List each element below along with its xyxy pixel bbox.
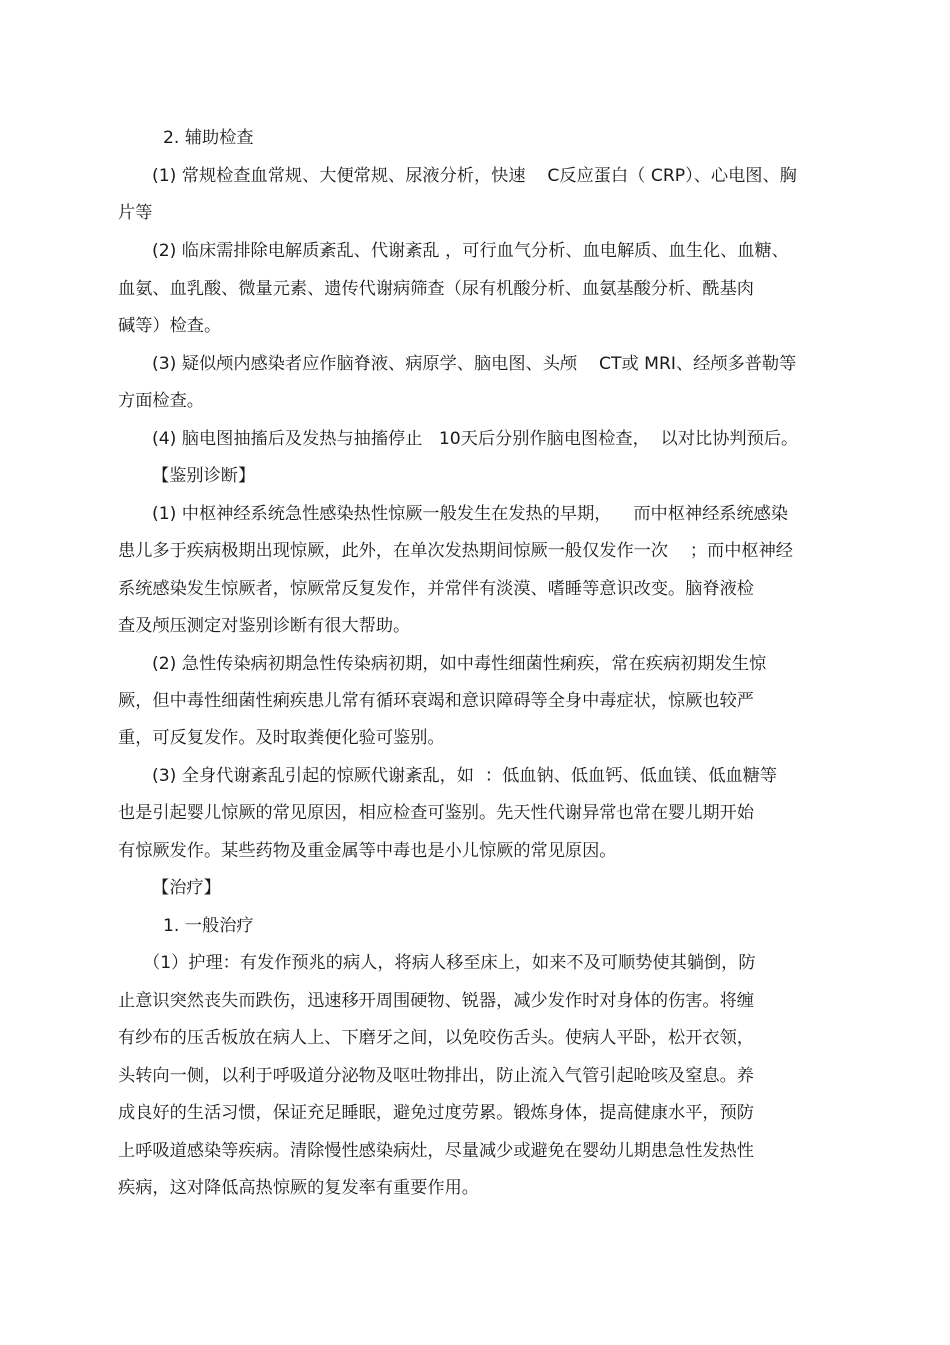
- paragraph-line: 也是引起婴儿惊厥的常见原因，相应检查可鉴别。先天性代谢异常也常在婴儿期开始: [118, 803, 754, 823]
- paragraph-line: 止意识突然丧失而跌伤，迅速移开周围硬物、锐器，减少发作时对身体的伤害。将缠: [118, 991, 754, 1011]
- section-heading-differential-diagnosis: 【鉴别诊断】: [152, 466, 256, 486]
- paragraph-line: (2) 急性传染病初期急性传染病初期，如中毒性细菌性痢疾，常在疾病初期发生惊: [152, 654, 767, 674]
- paragraph-line: (1) 常规检查血常规、大便常规、尿液分析，快速 C反应蛋白（ CRP）、心电图、胸: [152, 166, 797, 186]
- paragraph-line: 上呼吸道感染等疾病。清除慢性感染病灶，尽量减少或避免在婴幼儿期患急性发热性: [118, 1141, 754, 1161]
- paragraph-line: 碱等）检查。: [118, 316, 222, 336]
- paragraph-line: (2) 临床需排除电解质紊乱、代谢紊乱 ，可行血气分析、血电解质、血生化、血糖、: [152, 241, 789, 261]
- paragraph-line: 有惊厥发作。某些药物及重金属等中毒也是小儿惊厥的常见原因。: [118, 841, 617, 861]
- paragraph-line: 成良好的生活习惯，保证充足睡眠，避免过度劳累。锻炼身体，提高健康水平，预防: [118, 1103, 754, 1123]
- paragraph-line: (3) 疑似颅内感染者应作脑脊液、病原学、脑电图、头颅 CT或 MRI、经颅多普勒等: [152, 354, 797, 374]
- paragraph-line: 疾病，这对降低高热惊厥的复发率有重要作用。: [118, 1178, 479, 1198]
- subsection-heading-general-treatment: 1. 一般治疗: [163, 916, 254, 936]
- paragraph-line: (1) 中枢神经系统急性感染热性惊厥一般发生在发热的早期， 而中枢神经系统感染: [152, 504, 789, 524]
- section-heading-auxiliary-exam: 2. 辅助检查: [163, 128, 254, 148]
- paragraph-line: 患儿多于疾病极期出现惊厥，此外，在单次发热期间惊厥一般仅发作一次 ；而中枢神经: [118, 541, 793, 561]
- paragraph-line: 方面检查。: [118, 391, 204, 411]
- paragraph-line: 厥，但中毒性细菌性痢疾患儿常有循环衰竭和意识障碍等全身中毒症状，惊厥也较严: [118, 691, 754, 711]
- paragraph-line: (3) 全身代谢紊乱引起的惊厥代谢紊乱，如 ：低血钠、低血钙、低血镁、低血糖等: [152, 766, 778, 786]
- paragraph-line: 血氨、血乳酸、微量元素、遗传代谢病筛查（尿有机酸分析、血氨基酸分析、酰基肉: [118, 279, 754, 299]
- paragraph-line: 片等: [118, 203, 153, 223]
- paragraph-line: 重，可反复发作。及时取粪便化验可鉴别。: [118, 728, 445, 748]
- paragraph-line: 查及颅压测定对鉴别诊断有很大帮助。: [118, 616, 411, 636]
- paragraph-line: (4) 脑电图抽搐后及发热与抽搐停止 10天后分别作脑电图检查， 以对比协判预后。: [152, 429, 799, 449]
- paragraph-line: 头转向一侧，以利于呼吸道分泌物及呕吐物排出，防止流入气管引起呛咳及窒息。养: [118, 1066, 754, 1086]
- section-heading-treatment: 【治疗】: [152, 878, 221, 898]
- paragraph-line: 有纱布的压舌板放在病人上、下磨牙之间，以免咬伤舌头。使病人平卧，松开衣领，: [118, 1028, 754, 1048]
- paragraph-line: 系统感染发生惊厥者，惊厥常反复发作，并常伴有淡漠、嗜睡等意识改变。脑脊液检: [118, 579, 754, 599]
- paragraph-line: （1）护理：有发作预兆的病人，将病人移至床上，如来不及可顺势使其躺倒，防: [143, 953, 756, 973]
